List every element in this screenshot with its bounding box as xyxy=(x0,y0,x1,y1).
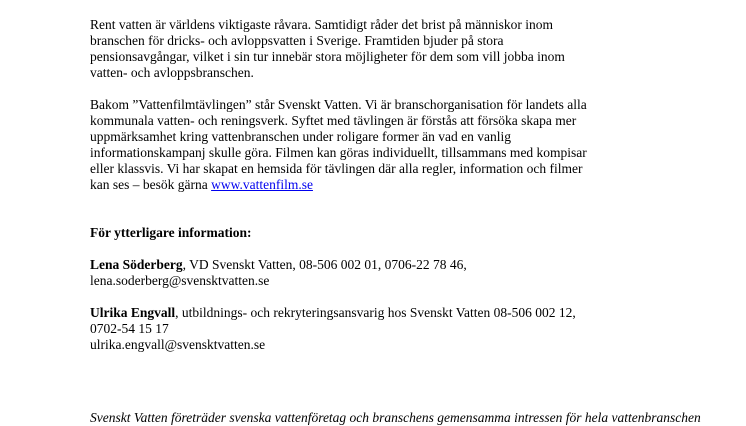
contact-person-1-line xyxy=(90,257,690,273)
contact-heading: För ytterligare information: xyxy=(90,225,252,240)
footer-partial-text: Svenskt Vatten företräder svenska vattenföretag och branschens gemensamma intressen för hela vattenbranschen xyxy=(90,410,701,425)
contact-person-2-details: , utbildnings- och rekryteringsansvarig hos Svenskt Vatten 08-506 002 12, xyxy=(175,305,576,320)
about-line: Bakom ”Vattenfilmtävlingen” står Svenskt Vatten. Vi är branschorganisation för landets alla xyxy=(90,97,587,112)
about-line: uppmärksamhet kring vattenbranschen under roligare former än vad en vanlig xyxy=(90,129,511,144)
intro-line: Rent vatten är världens viktigaste råvara. Samtidigt råder det brist på människor inom xyxy=(90,17,553,32)
about-line: eller klassvis. Vi har skapat en hemsida för tävlingen där alla regler, information och filmer xyxy=(90,161,583,176)
paragraph-spacer xyxy=(90,241,690,257)
contact-person-2-phone: 0702-54 15 17 xyxy=(90,321,169,336)
contact-person-2-email: ulrika.engvall@svensktvatten.se xyxy=(90,337,266,352)
contact-person-2 xyxy=(90,305,690,353)
about-last-line xyxy=(90,177,690,193)
contact-person-1-name: Lena Söderberg xyxy=(90,257,183,272)
contact-person-1-details: , VD Svenskt Vatten, 08-506 002 01, 0706-22 78 46, xyxy=(182,257,467,272)
contact-person-2-name: Ulrika Engvall xyxy=(90,305,176,320)
paragraph-spacer xyxy=(90,193,690,225)
contact-person-1-email: lena.soderberg@svensktvatten.se xyxy=(90,273,270,288)
about-line: kommunala vatten- och reningsverk. Syftet med tävlingen är förstås att försöka skapa mer xyxy=(90,113,577,128)
document-body xyxy=(90,17,690,353)
contact-person-2-line xyxy=(90,305,690,321)
paragraph-spacer xyxy=(90,81,690,97)
paragraph-spacer xyxy=(90,289,690,305)
about-line: informationskampanj skulle göra. Filmen kan göras individuellt, tillsammans med kompisar xyxy=(90,145,587,160)
intro-line: pensionsavgångar, vilket i sin tur innebär stora möjligheter för dem som vill jobba inom xyxy=(90,49,565,64)
about-last-line-prefix: kan ses – besök gärna xyxy=(90,177,212,192)
intro-paragraph xyxy=(90,17,690,81)
intro-line: vatten- och avloppsbranschen. xyxy=(90,65,254,80)
intro-line: branschen för dricks- och avloppsvatten i Sverige. Framtiden bjuder på stora xyxy=(90,33,504,48)
contact-person-1 xyxy=(90,257,690,289)
about-paragraph xyxy=(90,97,690,193)
vattenfilm-link[interactable]: www.vattenfilm.se xyxy=(211,177,313,192)
